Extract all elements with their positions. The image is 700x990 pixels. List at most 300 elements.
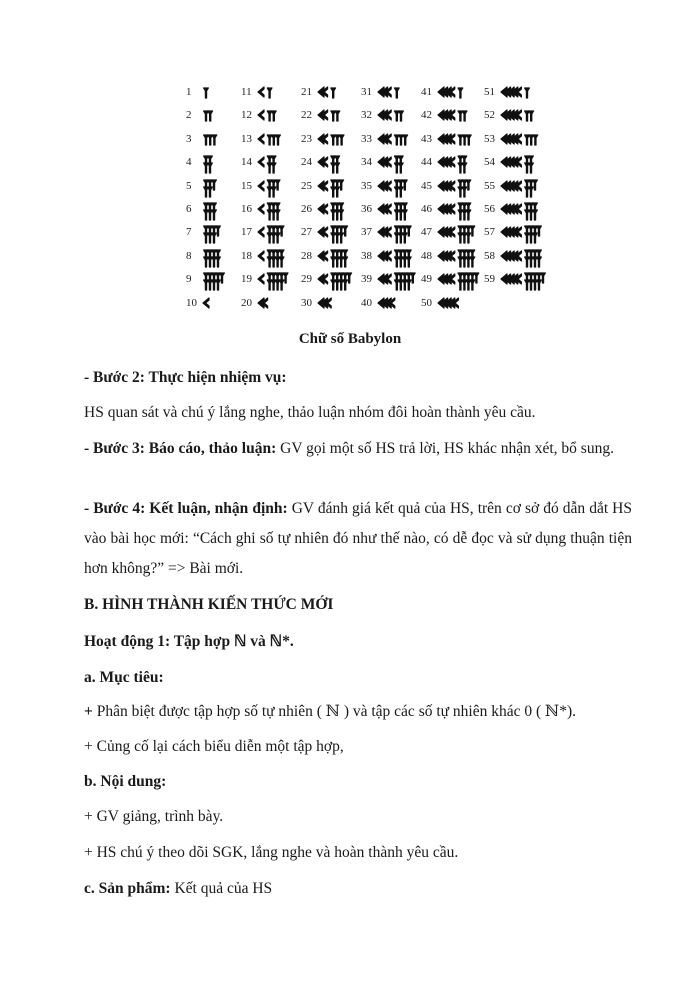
cuneiform-stroke xyxy=(335,187,340,197)
step4-paragraph xyxy=(84,494,632,584)
numeral-number: 48 xyxy=(421,249,432,262)
cuneiform-stroke xyxy=(466,233,471,243)
numeral-number: 56 xyxy=(484,203,495,215)
cuneiform-stroke xyxy=(271,111,276,121)
numeral-cell xyxy=(361,105,408,125)
cuneiform-stroke xyxy=(212,135,217,145)
cuneiform-stroke xyxy=(533,233,538,243)
numeral-number: 2 xyxy=(186,109,192,122)
cuneiform-stroke xyxy=(394,233,399,243)
cuneiform-glyph xyxy=(258,272,288,286)
content-item-1: + GV giảng, trình bày. xyxy=(84,808,224,825)
numeral-number: 22 xyxy=(301,109,312,122)
cuneiform-stroke xyxy=(533,280,538,290)
cuneiform-stroke xyxy=(466,280,471,290)
cuneiform-stroke xyxy=(343,226,348,236)
cuneiform-stroke xyxy=(204,187,209,197)
numeral-number: 6 xyxy=(186,203,192,215)
cuneiform-stroke xyxy=(208,163,213,173)
numeral-cell xyxy=(421,246,468,266)
cuneiform-stroke xyxy=(331,280,336,290)
cuneiform-stroke xyxy=(258,204,264,214)
cuneiform-stroke xyxy=(208,233,213,243)
numeral-number: 17 xyxy=(241,226,252,239)
cuneiform-glyph xyxy=(438,249,468,263)
numeral-cell xyxy=(484,269,531,289)
cuneiform-stroke xyxy=(398,210,403,220)
cuneiform-stroke xyxy=(204,210,209,220)
cuneiform-stroke xyxy=(458,233,463,243)
cuneiform-stroke xyxy=(275,233,280,243)
cuneiform-stroke xyxy=(339,135,344,145)
numeral-number: 45 xyxy=(421,179,432,192)
cuneiform-stroke xyxy=(458,280,463,290)
cuneiform-stroke xyxy=(267,233,272,243)
cuneiform-stroke xyxy=(271,187,276,197)
cuneiform-stroke xyxy=(258,110,264,120)
cuneiform-stroke xyxy=(208,280,213,290)
cuneiform-stroke xyxy=(204,163,209,173)
cuneiform-stroke xyxy=(394,210,399,220)
cuneiform-stroke xyxy=(204,111,209,121)
numeral-number: 57 xyxy=(484,226,495,239)
numeral-cell xyxy=(421,105,468,125)
cuneiform-stroke xyxy=(402,210,407,220)
cuneiform-glyph xyxy=(258,85,288,99)
numeral-number: 14 xyxy=(241,156,252,169)
cuneiform-stroke xyxy=(343,257,348,267)
numeral-cell xyxy=(241,199,288,219)
cuneiform-stroke xyxy=(208,135,213,145)
cuneiform-stroke xyxy=(406,257,411,267)
cuneiform-stroke xyxy=(275,280,280,290)
cuneiform-stroke xyxy=(275,180,280,190)
numeral-cell xyxy=(301,293,348,313)
cuneiform-glyph xyxy=(203,296,233,310)
cuneiform-stroke xyxy=(402,180,407,190)
numeral-cell xyxy=(241,152,288,172)
numeral-number: 28 xyxy=(301,249,312,262)
numeral-number: 29 xyxy=(301,273,312,286)
numeral-cell xyxy=(484,199,531,219)
numeral-cell xyxy=(484,82,531,102)
numeral-number: 50 xyxy=(421,296,432,309)
cuneiform-stroke xyxy=(335,163,340,173)
cuneiform-glyph xyxy=(438,108,468,122)
cuneiform-glyph xyxy=(378,249,408,263)
product-text: Kết quả của HS xyxy=(170,880,273,897)
numeral-cell xyxy=(421,199,468,219)
cuneiform-stroke xyxy=(216,257,221,267)
activity1-title: Hoạt động 1: Tập hợp ℕ và ℕ*. xyxy=(84,633,294,650)
numeral-number: 36 xyxy=(361,203,372,215)
numeral-number: 46 xyxy=(421,203,432,215)
cuneiform-stroke xyxy=(458,187,463,197)
section-b-title: B. HÌNH THÀNH KIẾN THỨC MỚI xyxy=(84,596,334,613)
cuneiform-stroke xyxy=(339,257,344,267)
numeral-number: 44 xyxy=(421,156,432,169)
cuneiform-stroke xyxy=(279,280,284,290)
cuneiform-stroke xyxy=(541,273,546,283)
cuneiform-stroke xyxy=(347,273,352,283)
numeral-number: 8 xyxy=(186,249,192,262)
cuneiform-stroke xyxy=(398,280,403,290)
cuneiform-stroke xyxy=(458,163,463,173)
cuneiform-stroke xyxy=(410,273,415,283)
cuneiform-stroke xyxy=(208,111,213,121)
cuneiform-stroke xyxy=(339,233,344,243)
numeral-number: 23 xyxy=(301,132,312,145)
cuneiform-stroke xyxy=(462,280,467,290)
cuneiform-stroke xyxy=(271,210,276,220)
numeral-cell xyxy=(421,152,468,172)
cuneiform-stroke xyxy=(399,111,404,121)
numeral-number: 51 xyxy=(484,86,495,98)
cuneiform-stroke xyxy=(335,257,340,267)
cuneiform-stroke xyxy=(458,88,463,98)
cuneiform-glyph xyxy=(378,179,408,193)
numeral-number: 5 xyxy=(186,179,192,192)
product-label: c. Sản phẩm: xyxy=(84,880,171,897)
numeral-cell xyxy=(301,222,348,242)
cuneiform-glyph xyxy=(203,202,233,216)
cuneiform-stroke xyxy=(258,157,264,167)
numeral-cell xyxy=(241,246,288,266)
cuneiform-stroke xyxy=(529,163,534,173)
numeral-cell xyxy=(361,269,408,289)
numeral-number: 20 xyxy=(241,296,252,309)
step2-text: HS quan sát và chú ý lắng nghe, thảo luận nhóm đôi hoàn thành yêu cầu. xyxy=(84,404,536,421)
cuneiform-stroke xyxy=(258,251,264,261)
numeral-number: 34 xyxy=(361,156,372,169)
numeral-cell xyxy=(421,176,468,196)
cuneiform-stroke xyxy=(462,111,467,121)
cuneiform-stroke xyxy=(339,210,344,220)
cuneiform-glyph xyxy=(318,85,348,99)
numeral-cell xyxy=(186,152,233,172)
cuneiform-glyph xyxy=(203,225,233,239)
cuneiform-stroke xyxy=(204,233,209,243)
cuneiform-glyph xyxy=(501,249,531,263)
cuneiform-glyph xyxy=(318,132,348,146)
cuneiform-glyph xyxy=(318,272,348,286)
cuneiform-glyph xyxy=(258,202,288,216)
cuneiform-stroke xyxy=(258,274,264,284)
cuneiform-glyph xyxy=(258,249,288,263)
cuneiform-glyph xyxy=(318,249,348,263)
cuneiform-stroke xyxy=(271,257,276,267)
numeral-cell xyxy=(484,152,531,172)
numeral-number: 52 xyxy=(484,109,495,122)
content-heading xyxy=(84,767,632,797)
cuneiform-stroke xyxy=(339,180,344,190)
numeral-number: 30 xyxy=(301,296,312,309)
cuneiform-stroke xyxy=(470,226,475,236)
cuneiform-stroke xyxy=(271,280,276,290)
cuneiform-stroke xyxy=(398,257,403,267)
cuneiform-stroke xyxy=(331,88,336,98)
cuneiform-stroke xyxy=(402,280,407,290)
objective-item-1 xyxy=(84,697,632,727)
cuneiform-stroke xyxy=(462,233,467,243)
cuneiform-glyph xyxy=(378,108,408,122)
numeral-number: 49 xyxy=(421,273,432,286)
cuneiform-stroke xyxy=(335,233,340,243)
cuneiform-glyph xyxy=(501,132,531,146)
numeral-cell xyxy=(301,82,348,102)
cuneiform-glyph xyxy=(501,225,531,239)
numeral-cell xyxy=(301,105,348,125)
cuneiform-stroke xyxy=(212,257,217,267)
numeral-cell xyxy=(301,129,348,149)
cuneiform-stroke xyxy=(458,135,463,145)
cuneiform-stroke xyxy=(258,134,264,144)
cuneiform-glyph xyxy=(318,108,348,122)
cuneiform-stroke xyxy=(394,163,399,173)
numeral-number: 35 xyxy=(361,179,372,192)
numeral-number: 25 xyxy=(301,179,312,192)
cuneiform-glyph xyxy=(438,272,468,286)
cuneiform-glyph xyxy=(203,85,233,99)
numeral-cell xyxy=(186,105,233,125)
numeral-number: 32 xyxy=(361,109,372,122)
cuneiform-stroke xyxy=(335,111,340,121)
cuneiform-stroke xyxy=(474,273,479,283)
cuneiform-glyph xyxy=(501,202,531,216)
cuneiform-stroke xyxy=(533,180,538,190)
numeral-cell xyxy=(484,222,531,242)
numeral-cell xyxy=(361,176,408,196)
cuneiform-glyph xyxy=(378,155,408,169)
cuneiform-stroke xyxy=(525,187,530,197)
cuneiform-stroke xyxy=(267,135,272,145)
cuneiform-stroke xyxy=(275,257,280,267)
numeral-number: 18 xyxy=(241,249,252,262)
cuneiform-stroke xyxy=(406,226,411,236)
numeral-cell xyxy=(361,293,408,313)
cuneiform-stroke xyxy=(466,135,471,145)
cuneiform-stroke xyxy=(525,135,530,145)
cuneiform-glyph xyxy=(501,272,531,286)
numeral-number: 41 xyxy=(421,86,432,98)
numeral-number: 47 xyxy=(421,226,432,239)
cuneiform-stroke xyxy=(212,233,217,243)
objective-heading xyxy=(84,663,632,693)
numeral-cell xyxy=(186,129,233,149)
cuneiform-glyph xyxy=(318,296,348,310)
cuneiform-stroke xyxy=(462,187,467,197)
cuneiform-stroke xyxy=(331,187,336,197)
cuneiform-glyph xyxy=(438,225,468,239)
cuneiform-stroke xyxy=(466,257,471,267)
cuneiform-stroke xyxy=(271,163,276,173)
cuneiform-glyph xyxy=(203,249,233,263)
cuneiform-stroke xyxy=(394,88,399,98)
cuneiform-stroke xyxy=(203,298,209,308)
cuneiform-stroke xyxy=(394,280,399,290)
objective-label: a. Mục tiêu: xyxy=(84,669,164,686)
cuneiform-glyph xyxy=(438,85,468,99)
numeral-cell xyxy=(361,199,408,219)
step4-text: GV đánh giá kết quả của HS, trên cơ sở đó dẫn dắt HS vào bài học mới: “Cách ghi số tự nhiên đó như thế nào, có dễ đọc và sử dụng thuận tiện hơn không?” => Bài mới. xyxy=(84,500,632,577)
cuneiform-stroke xyxy=(204,135,209,145)
cuneiform-stroke xyxy=(525,163,530,173)
cuneiform-stroke xyxy=(275,210,280,220)
cuneiform-glyph xyxy=(203,108,233,122)
cuneiform-stroke xyxy=(462,135,467,145)
numeral-number: 33 xyxy=(361,132,372,145)
cuneiform-glyph xyxy=(318,225,348,239)
cuneiform-stroke xyxy=(533,210,538,220)
cuneiform-stroke xyxy=(258,181,264,191)
numeral-cell xyxy=(301,199,348,219)
cuneiform-glyph xyxy=(501,85,531,99)
numeral-number: 3 xyxy=(186,132,192,145)
numeral-cell xyxy=(484,105,531,125)
step3-label: - Bước 3: Báo cáo, thảo luận: xyxy=(84,440,277,457)
cuneiform-stroke xyxy=(529,257,534,267)
cuneiform-stroke xyxy=(204,88,209,98)
numeral-cell xyxy=(301,246,348,266)
content-label: b. Nội dung: xyxy=(84,773,167,790)
cuneiform-stroke xyxy=(394,135,399,145)
cuneiform-stroke xyxy=(533,257,538,267)
cuneiform-glyph xyxy=(258,296,288,310)
cuneiform-glyph xyxy=(318,202,348,216)
cuneiform-stroke xyxy=(398,163,403,173)
numeral-cell xyxy=(186,176,233,196)
activity1-heading xyxy=(84,627,632,657)
objective-bullet: + xyxy=(84,703,93,720)
numeral-cell xyxy=(241,176,288,196)
cuneiform-stroke xyxy=(529,135,534,145)
cuneiform-stroke xyxy=(267,280,272,290)
cuneiform-stroke xyxy=(283,273,288,283)
cuneiform-stroke xyxy=(458,210,463,220)
cuneiform-glyph xyxy=(438,179,468,193)
numeral-cell xyxy=(421,222,468,242)
cuneiform-stroke xyxy=(470,257,475,267)
cuneiform-glyph xyxy=(378,202,408,216)
objective-item-1-text: Phân biệt được tập hợp số tự nhiên ( ℕ ) và tập các số tự nhiên khác 0 ( ℕ*). xyxy=(96,703,576,720)
section-b-heading xyxy=(84,590,632,620)
numeral-number: 19 xyxy=(241,273,252,286)
cuneiform-stroke xyxy=(208,187,213,197)
numeral-cell xyxy=(186,199,233,219)
cuneiform-glyph xyxy=(378,132,408,146)
numeral-cell xyxy=(361,152,408,172)
numeral-number: 11 xyxy=(241,86,252,98)
cuneiform-glyph xyxy=(203,155,233,169)
numeral-cell xyxy=(361,129,408,149)
numeral-number: 53 xyxy=(484,132,495,145)
cuneiform-stroke xyxy=(537,280,542,290)
numeral-number: 40 xyxy=(361,296,372,309)
cuneiform-stroke xyxy=(204,280,209,290)
cuneiform-stroke xyxy=(276,135,281,145)
cuneiform-glyph xyxy=(438,132,468,146)
numeral-number: 24 xyxy=(301,156,312,169)
cuneiform-stroke xyxy=(458,257,463,267)
cuneiform-glyph xyxy=(378,225,408,239)
cuneiform-stroke xyxy=(466,180,471,190)
numeral-cell xyxy=(301,269,348,289)
cuneiform-stroke xyxy=(335,135,340,145)
cuneiform-glyph xyxy=(258,108,288,122)
numeral-number: 21 xyxy=(301,86,312,98)
numeral-number: 55 xyxy=(484,179,495,192)
cuneiform-glyph xyxy=(501,108,531,122)
step2-label: - Bước 2: Thực hiện nhiệm vụ: xyxy=(84,369,287,386)
cuneiform-stroke xyxy=(267,257,272,267)
babylonian-numeral-table xyxy=(186,82,536,314)
cuneiform-glyph xyxy=(501,179,531,193)
cuneiform-stroke xyxy=(529,233,534,243)
cuneiform-stroke xyxy=(525,280,530,290)
cuneiform-stroke xyxy=(271,233,276,243)
cuneiform-stroke xyxy=(462,163,467,173)
cuneiform-glyph xyxy=(258,179,288,193)
cuneiform-stroke xyxy=(279,226,284,236)
cuneiform-stroke xyxy=(343,280,348,290)
numeral-cell xyxy=(241,82,288,102)
cuneiform-stroke xyxy=(458,111,463,121)
cuneiform-stroke xyxy=(335,210,340,220)
cuneiform-stroke xyxy=(216,226,221,236)
numeral-cell xyxy=(484,129,531,149)
cuneiform-glyph xyxy=(318,155,348,169)
numeral-number: 43 xyxy=(421,132,432,145)
numeral-cell xyxy=(421,293,468,313)
cuneiform-stroke xyxy=(394,257,399,267)
step3-paragraph xyxy=(84,434,632,464)
cuneiform-stroke xyxy=(267,187,272,197)
cuneiform-glyph xyxy=(378,296,408,310)
cuneiform-stroke xyxy=(212,280,217,290)
cuneiform-stroke xyxy=(216,280,221,290)
numeral-number: 10 xyxy=(186,296,197,309)
figure-caption: Chữ số Babylon xyxy=(298,331,402,347)
cuneiform-stroke xyxy=(267,111,272,121)
cuneiform-stroke xyxy=(529,187,534,197)
numeral-number: 54 xyxy=(484,156,495,169)
cuneiform-stroke xyxy=(537,226,542,236)
numeral-cell xyxy=(241,269,288,289)
numeral-cell xyxy=(186,82,233,102)
numeral-number: 16 xyxy=(241,203,252,215)
cuneiform-stroke xyxy=(529,280,534,290)
numeral-number: 12 xyxy=(241,109,252,122)
cuneiform-stroke xyxy=(331,210,336,220)
cuneiform-glyph xyxy=(438,296,468,310)
cuneiform-stroke xyxy=(525,111,530,121)
product-paragraph xyxy=(84,874,632,904)
numeral-number: 42 xyxy=(421,109,432,122)
cuneiform-glyph xyxy=(203,179,233,193)
cuneiform-stroke xyxy=(220,273,225,283)
cuneiform-stroke xyxy=(331,257,336,267)
cuneiform-stroke xyxy=(525,210,530,220)
cuneiform-stroke xyxy=(267,210,272,220)
numeral-cell xyxy=(301,176,348,196)
cuneiform-stroke xyxy=(331,111,336,121)
cuneiform-stroke xyxy=(398,187,403,197)
cuneiform-glyph xyxy=(438,202,468,216)
cuneiform-stroke xyxy=(525,257,530,267)
cuneiform-stroke xyxy=(398,233,403,243)
cuneiform-stroke xyxy=(537,257,542,267)
cuneiform-stroke xyxy=(462,257,467,267)
